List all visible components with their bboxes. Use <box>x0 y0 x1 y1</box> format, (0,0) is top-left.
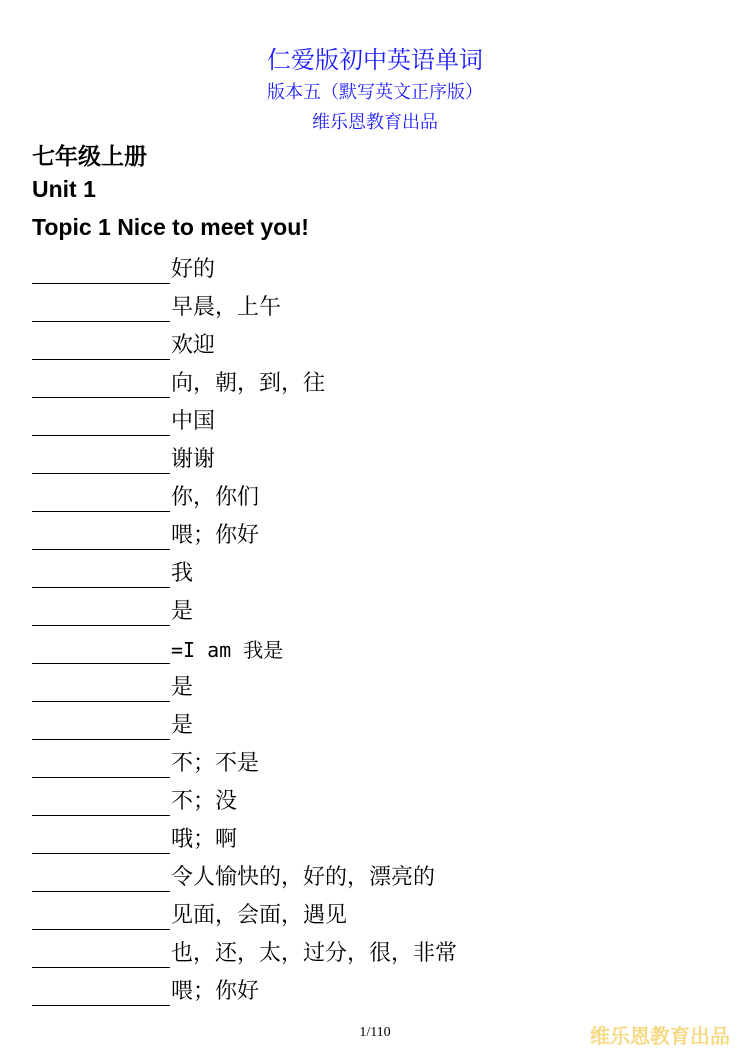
word-meaning: 喂；你好 <box>171 979 260 1004</box>
vocabulary-row <box>32 668 732 706</box>
answer-blank <box>32 830 170 854</box>
word-meaning: 我 <box>171 561 194 586</box>
vocabulary-row <box>32 744 732 782</box>
word-meaning: =I am 我是 <box>171 638 284 662</box>
answer-blank <box>32 678 170 702</box>
answer-blank <box>32 716 170 740</box>
vocabulary-row <box>32 326 732 364</box>
vocabulary-row <box>32 592 732 630</box>
answer-blank <box>32 792 170 816</box>
word-meaning: 欢迎 <box>171 333 216 358</box>
word-meaning: 中国 <box>171 409 216 434</box>
answer-blank <box>32 336 170 360</box>
answer-blank <box>32 526 170 550</box>
vocabulary-row <box>32 896 732 934</box>
vocabulary-row <box>32 934 732 972</box>
answer-blank <box>32 374 170 398</box>
document-title: 仁爱版初中英语单词 <box>267 46 483 74</box>
vocabulary-row <box>32 516 732 554</box>
word-meaning: 谢谢 <box>171 447 216 472</box>
word-meaning: 令人愉快的，好的，漂亮的 <box>171 865 436 890</box>
page-number: 1/110 <box>359 1025 391 1040</box>
word-meaning: 是 <box>171 599 194 624</box>
word-meaning: 喂；你好 <box>171 523 260 548</box>
answer-blank <box>32 906 170 930</box>
word-meaning: 是 <box>171 713 194 738</box>
vocabulary-row <box>32 402 732 440</box>
watermark: 维乐恩教育出品 <box>590 1024 730 1048</box>
document-header <box>0 42 750 138</box>
word-meaning: 不；不是 <box>171 751 260 776</box>
answer-blank <box>32 412 170 436</box>
word-meaning: 向，朝，到，往 <box>171 371 326 396</box>
word-meaning: 早晨，上午 <box>171 295 282 320</box>
vocabulary-row <box>32 782 732 820</box>
vocabulary-row <box>32 554 732 592</box>
answer-blank <box>32 488 170 512</box>
vocabulary-row <box>32 820 732 858</box>
answer-blank <box>32 982 170 1006</box>
answer-blank <box>32 298 170 322</box>
word-meaning: 哦；啊 <box>171 827 238 852</box>
answer-blank <box>32 944 170 968</box>
vocabulary-list <box>32 250 732 1010</box>
answer-blank <box>32 640 170 664</box>
publisher-line: 维乐恩教育出品 <box>312 112 438 133</box>
vocabulary-row <box>32 364 732 402</box>
unit-heading: Unit 1 <box>32 176 96 202</box>
vocabulary-row <box>32 288 732 326</box>
vocabulary-row <box>32 630 732 668</box>
vocabulary-row <box>32 250 732 288</box>
word-meaning: 见面，会面，遇见 <box>171 903 348 928</box>
grade-heading: 七年级上册 <box>32 144 147 170</box>
answer-blank <box>32 754 170 778</box>
answer-blank <box>32 564 170 588</box>
answer-blank <box>32 868 170 892</box>
answer-blank <box>32 260 170 284</box>
document-subtitle: 版本五（默写英文正序版） <box>267 82 483 103</box>
word-meaning: 是 <box>171 675 194 700</box>
vocabulary-row <box>32 858 732 896</box>
vocabulary-row <box>32 706 732 744</box>
word-meaning: 好的 <box>171 257 216 282</box>
answer-blank <box>32 450 170 474</box>
vocabulary-row <box>32 972 732 1010</box>
word-meaning: 你，你们 <box>171 485 260 510</box>
word-meaning: 不；没 <box>171 789 238 814</box>
topic-heading: Topic 1 Nice to meet you! <box>32 214 309 240</box>
vocabulary-row <box>32 478 732 516</box>
answer-blank <box>32 602 170 626</box>
vocabulary-row <box>32 440 732 478</box>
word-meaning: 也，还，太，过分，很，非常 <box>171 941 458 966</box>
